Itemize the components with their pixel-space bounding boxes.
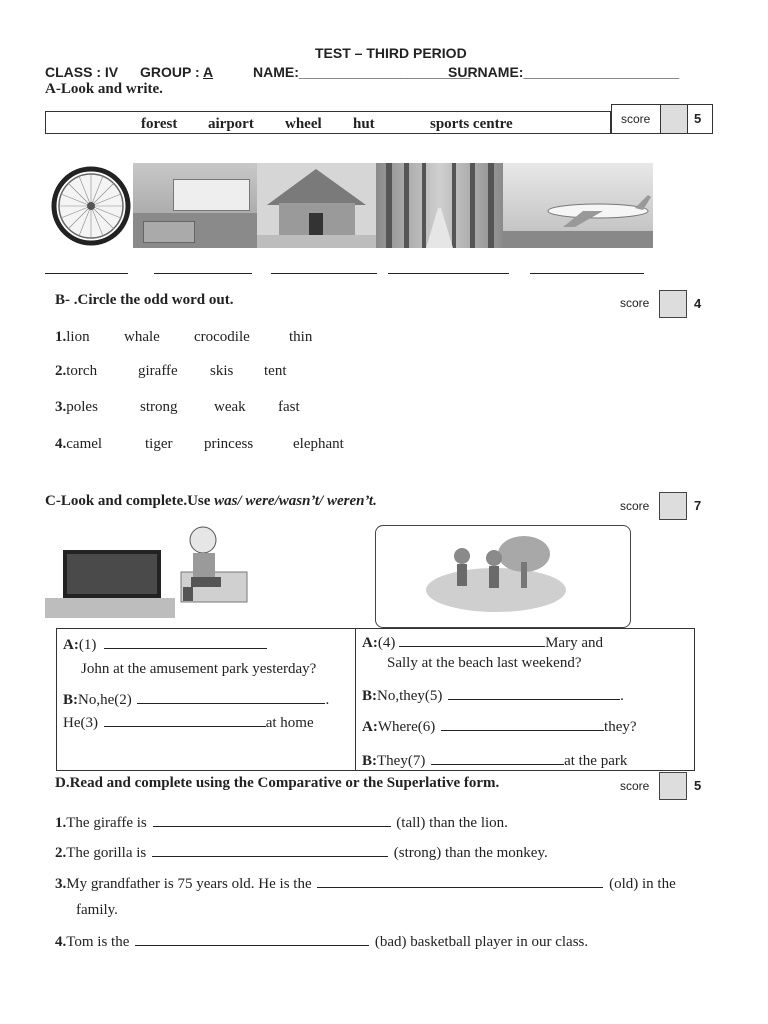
speaker-label: A: <box>362 719 378 735</box>
comparative-item-3-cont: family. <box>76 902 118 918</box>
name-blank: ______________________ <box>298 64 471 80</box>
blank-4-input[interactable] <box>399 632 545 647</box>
speaker-label: A: <box>63 637 79 653</box>
comparative-item-2 <box>55 842 548 862</box>
item-text: (old) in the <box>609 876 676 892</box>
odd-row-1 <box>55 329 90 346</box>
score-box-d <box>659 772 687 800</box>
dialogue-left-c <box>63 712 314 732</box>
dialogue-text: No,they(5) <box>377 688 443 704</box>
section-c-title-italic: was/ were/wasn’t/ weren’t. <box>214 493 377 509</box>
odd-word[interactable]: crocodile <box>194 329 250 345</box>
odd-word[interactable]: whale <box>124 329 160 345</box>
blank-1-input[interactable] <box>104 634 267 649</box>
score-box-c <box>659 492 687 520</box>
answer-line-1[interactable] <box>45 273 128 274</box>
section-c-title <box>45 493 377 510</box>
comparative-item-3 <box>55 873 676 893</box>
row-number: 3. <box>55 399 67 415</box>
dialogue-left-a-text: John at the amusement park yesterday? <box>81 661 317 677</box>
odd-word[interactable]: camel <box>66 436 103 452</box>
section-b-title: B- .Circle the odd word out. <box>55 292 234 308</box>
dialogue-text: He(3) <box>63 715 98 731</box>
answer-line-3[interactable] <box>271 273 377 274</box>
score-value-d: 5 <box>694 778 702 793</box>
score-value-b: 4 <box>694 296 702 311</box>
section-a-title: A-Look and write. <box>45 81 163 97</box>
item-text: The gorilla is <box>66 845 147 861</box>
name-field[interactable] <box>253 64 470 80</box>
blank-5-input[interactable] <box>448 685 620 700</box>
odd-word[interactable]: poles <box>66 399 98 415</box>
dialogue-text: . <box>620 688 624 704</box>
surname-label: SURNAME: <box>448 64 524 80</box>
name-label: NAME: <box>253 64 299 80</box>
item-number: 3. <box>55 876 67 892</box>
blank-7-input[interactable] <box>431 750 564 765</box>
blank-6-input[interactable] <box>441 716 604 731</box>
speaker-label: A: <box>362 635 378 651</box>
dialogue-text: They(7) <box>377 753 426 769</box>
row-number: 1. <box>55 329 67 345</box>
park-image <box>376 526 630 627</box>
item-4-input[interactable] <box>135 931 369 946</box>
dialogue-text: they? <box>604 719 637 735</box>
word-sports-centre: sports centre <box>430 116 513 132</box>
hut-image <box>257 163 376 248</box>
section-c-title-text: C-Look and complete.Use <box>45 493 215 509</box>
item-text: Tom is the <box>66 934 130 950</box>
blank-number: (4) <box>377 635 396 651</box>
score-label-a: score <box>621 112 651 126</box>
odd-word[interactable]: thin <box>289 329 313 345</box>
item-text: (bad) basketball player in our class. <box>374 934 589 950</box>
item-text: (tall) than the lion. <box>396 815 508 831</box>
score-value-c: 7 <box>694 498 702 513</box>
score-label-b: score <box>620 296 650 310</box>
odd-word[interactable]: fast <box>278 399 300 415</box>
airport-image <box>503 163 653 248</box>
score-label-c: score <box>620 499 650 513</box>
row-number: 2. <box>55 363 67 379</box>
item-3-input[interactable] <box>317 873 603 888</box>
score-box-a <box>611 104 713 134</box>
item-2-input[interactable] <box>152 842 388 857</box>
score-box-b <box>659 290 687 318</box>
dialogue-text: at home <box>265 715 314 731</box>
dialogue-right-b <box>362 685 624 705</box>
surname-blank: ____________________ <box>523 64 680 80</box>
dialogue-left-a <box>63 634 267 654</box>
word-airport: airport <box>208 116 254 132</box>
odd-word[interactable]: lion <box>66 329 90 345</box>
speaker-label: B: <box>63 692 78 708</box>
score-value-a: 5 <box>694 111 702 126</box>
sports-centre-image <box>133 163 257 248</box>
dialogue-right-a-text: Sally at the beach last weekend? <box>387 655 582 671</box>
dialogue-left-b <box>63 689 329 709</box>
class-label: CLASS : IV <box>45 64 119 80</box>
dialogue-text: . <box>325 692 330 708</box>
odd-word[interactable]: skis <box>210 363 234 379</box>
odd-word[interactable]: torch <box>66 363 98 379</box>
word-box <box>45 111 611 134</box>
test-title: TEST – THIRD PERIOD <box>315 45 467 61</box>
boy-tv-image <box>45 520 250 618</box>
dialogue-text: No,he(2) <box>78 692 132 708</box>
dialogue-text: Mary and <box>545 635 603 651</box>
word-hut: hut <box>353 116 375 132</box>
answer-line-5[interactable] <box>530 273 644 274</box>
odd-word[interactable]: weak <box>214 399 246 415</box>
speaker-label: B: <box>362 753 377 769</box>
odd-row-2 <box>55 363 97 380</box>
word-wheel: wheel <box>285 116 322 132</box>
word-forest: forest <box>141 116 178 132</box>
odd-word[interactable]: tiger <box>145 436 173 452</box>
row-number: 4. <box>55 436 67 452</box>
group-value: A <box>203 64 214 80</box>
comparative-item-1 <box>55 812 508 832</box>
odd-word[interactable]: strong <box>140 399 178 415</box>
blank-number: (1) <box>78 637 97 653</box>
item-text: (strong) than the monkey. <box>393 845 548 861</box>
answer-line-4[interactable] <box>388 273 509 274</box>
forest-image <box>376 163 503 248</box>
item-text: My grandfather is 75 years old. He is the <box>66 876 312 892</box>
odd-word[interactable]: giraffe <box>138 363 178 379</box>
odd-row-4 <box>55 436 102 453</box>
odd-word[interactable]: princess <box>204 436 254 452</box>
dialogue-text: Where(6) <box>377 719 436 735</box>
blank-3-input[interactable] <box>104 712 266 727</box>
item-1-input[interactable] <box>153 812 391 827</box>
section-d-title: D.Read and complete using the Comparative or the Superlative form. <box>55 775 500 791</box>
odd-word[interactable]: elephant <box>293 436 344 452</box>
item-text: The giraffe is <box>66 815 147 831</box>
park-image-frame <box>375 525 631 628</box>
score-label-d: score <box>620 779 650 793</box>
dialogue-text: at the park <box>564 753 628 769</box>
blank-2-input[interactable] <box>137 689 325 704</box>
group-label: GROUP : <box>140 64 200 80</box>
speaker-label: B: <box>362 688 377 704</box>
wheel-image <box>51 166 131 246</box>
group-field <box>140 64 213 80</box>
dialogue-right-d <box>362 750 627 770</box>
surname-field[interactable] <box>448 64 679 80</box>
answer-line-2[interactable] <box>154 273 252 274</box>
item-number: 2. <box>55 845 67 861</box>
dialogue-right-c <box>362 716 637 736</box>
comparative-item-4 <box>55 931 588 951</box>
dialogue-right-a <box>362 632 603 652</box>
odd-word[interactable]: tent <box>264 363 287 379</box>
item-number: 4. <box>55 934 67 950</box>
item-number: 1. <box>55 815 67 831</box>
odd-row-3 <box>55 399 98 416</box>
